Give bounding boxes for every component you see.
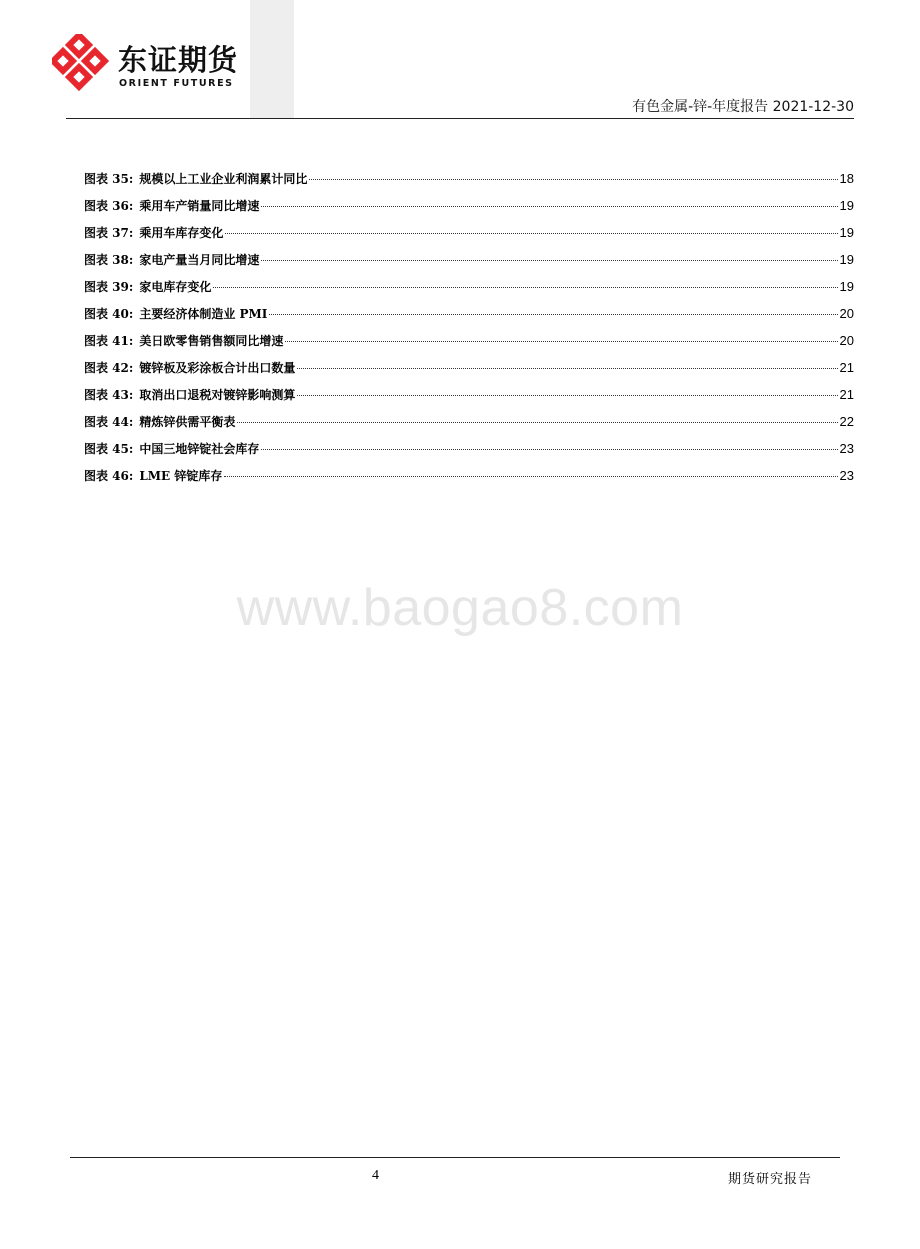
toc-entry[interactable] xyxy=(84,305,854,332)
logo-mark-icon xyxy=(52,34,110,92)
toc-page-number: 20 xyxy=(839,306,854,321)
toc-entry[interactable] xyxy=(84,332,854,359)
toc-dot-leader xyxy=(297,368,837,369)
header-divider xyxy=(66,118,854,119)
toc-dot-leader xyxy=(285,341,837,342)
toc-figure-title: 家电库存变化 xyxy=(139,280,212,294)
toc-figure-title: 美日欧零售销售额同比增速 xyxy=(139,334,284,348)
footer-label: 期货研究报告 xyxy=(727,1172,812,1187)
header-band xyxy=(250,0,294,118)
toc-figure-label: 图表 35: xyxy=(84,172,134,186)
toc-figure-label: 图表 37: xyxy=(84,226,134,240)
toc-figure-title: 规模以上工业企业利润累计同比 xyxy=(139,172,308,186)
toc-dot-leader xyxy=(261,260,837,261)
toc-figure-title: 精炼锌供需平衡表 xyxy=(139,415,236,429)
toc-figure-title: 家电产量当月同比增速 xyxy=(139,253,260,267)
toc-dot-leader xyxy=(269,314,837,315)
toc-page-number: 22 xyxy=(839,414,854,429)
toc-figure-label: 图表 46: xyxy=(84,469,134,483)
toc-figure-label: 图表 40: xyxy=(84,307,134,321)
toc-figure-label: 图表 42: xyxy=(84,361,134,375)
toc-entry[interactable] xyxy=(84,251,854,278)
page-number: 4 xyxy=(372,1168,379,1183)
toc-figure-title: 取消出口退税对镀锌影响测算 xyxy=(139,388,296,402)
toc-entry[interactable] xyxy=(84,386,854,413)
toc-page-number: 21 xyxy=(839,360,854,375)
toc-dot-leader xyxy=(261,449,837,450)
toc-entry[interactable] xyxy=(84,413,854,440)
toc-figure-title: 乘用车库存变化 xyxy=(139,226,224,240)
toc-figure-label: 图表 36: xyxy=(84,199,134,213)
toc-figure-title: 镀锌板及彩涂板合计出口数量 xyxy=(139,361,296,375)
toc-page-number: 19 xyxy=(839,198,854,213)
footer-divider xyxy=(70,1157,840,1158)
toc-dot-leader xyxy=(297,395,837,396)
toc-figure-label: 图表 45: xyxy=(84,442,134,456)
report-title: 有色金属-锌-年度报告 2021-12-30 xyxy=(632,99,854,115)
toc-entry[interactable] xyxy=(84,197,854,224)
toc-entry[interactable] xyxy=(84,170,854,197)
toc-page-number: 20 xyxy=(839,333,854,348)
toc-dot-leader xyxy=(224,476,837,477)
toc-figure-label: 图表 39: xyxy=(84,280,134,294)
toc-entry[interactable] xyxy=(84,359,854,386)
toc-page-number: 19 xyxy=(839,252,854,267)
figure-index-list xyxy=(84,170,854,494)
toc-dot-leader xyxy=(225,233,837,234)
toc-figure-label: 图表 41: xyxy=(84,334,134,348)
toc-dot-leader xyxy=(213,287,837,288)
toc-page-number: 19 xyxy=(839,225,854,240)
toc-page-number: 19 xyxy=(839,279,854,294)
toc-entry[interactable] xyxy=(84,278,854,305)
toc-page-number: 21 xyxy=(839,387,854,402)
toc-figure-title: 主要经济体制造业 PMI xyxy=(139,307,268,321)
toc-figure-title: 中国三地锌锭社会库存 xyxy=(139,442,260,456)
toc-dot-leader xyxy=(261,206,837,207)
watermark: www.baogao8.com xyxy=(236,579,684,637)
toc-entry[interactable] xyxy=(84,467,854,494)
logo-chinese-name: 东证期货 xyxy=(118,43,239,77)
toc-figure-title: 乘用车产销量同比增速 xyxy=(139,199,260,213)
toc-entry[interactable] xyxy=(84,440,854,467)
logo-english-name: ORIENT FUTURES xyxy=(119,78,234,89)
toc-figure-title: LME 锌锭库存 xyxy=(139,469,223,483)
toc-figure-label: 图表 44: xyxy=(84,415,134,429)
toc-dot-leader xyxy=(237,422,837,423)
toc-entry[interactable] xyxy=(84,224,854,251)
toc-page-number: 23 xyxy=(839,441,854,456)
toc-page-number: 18 xyxy=(839,171,854,186)
toc-figure-label: 图表 38: xyxy=(84,253,134,267)
toc-figure-label: 图表 43: xyxy=(84,388,134,402)
toc-dot-leader xyxy=(309,179,837,180)
company-logo xyxy=(52,34,252,94)
toc-page-number: 23 xyxy=(839,468,854,483)
